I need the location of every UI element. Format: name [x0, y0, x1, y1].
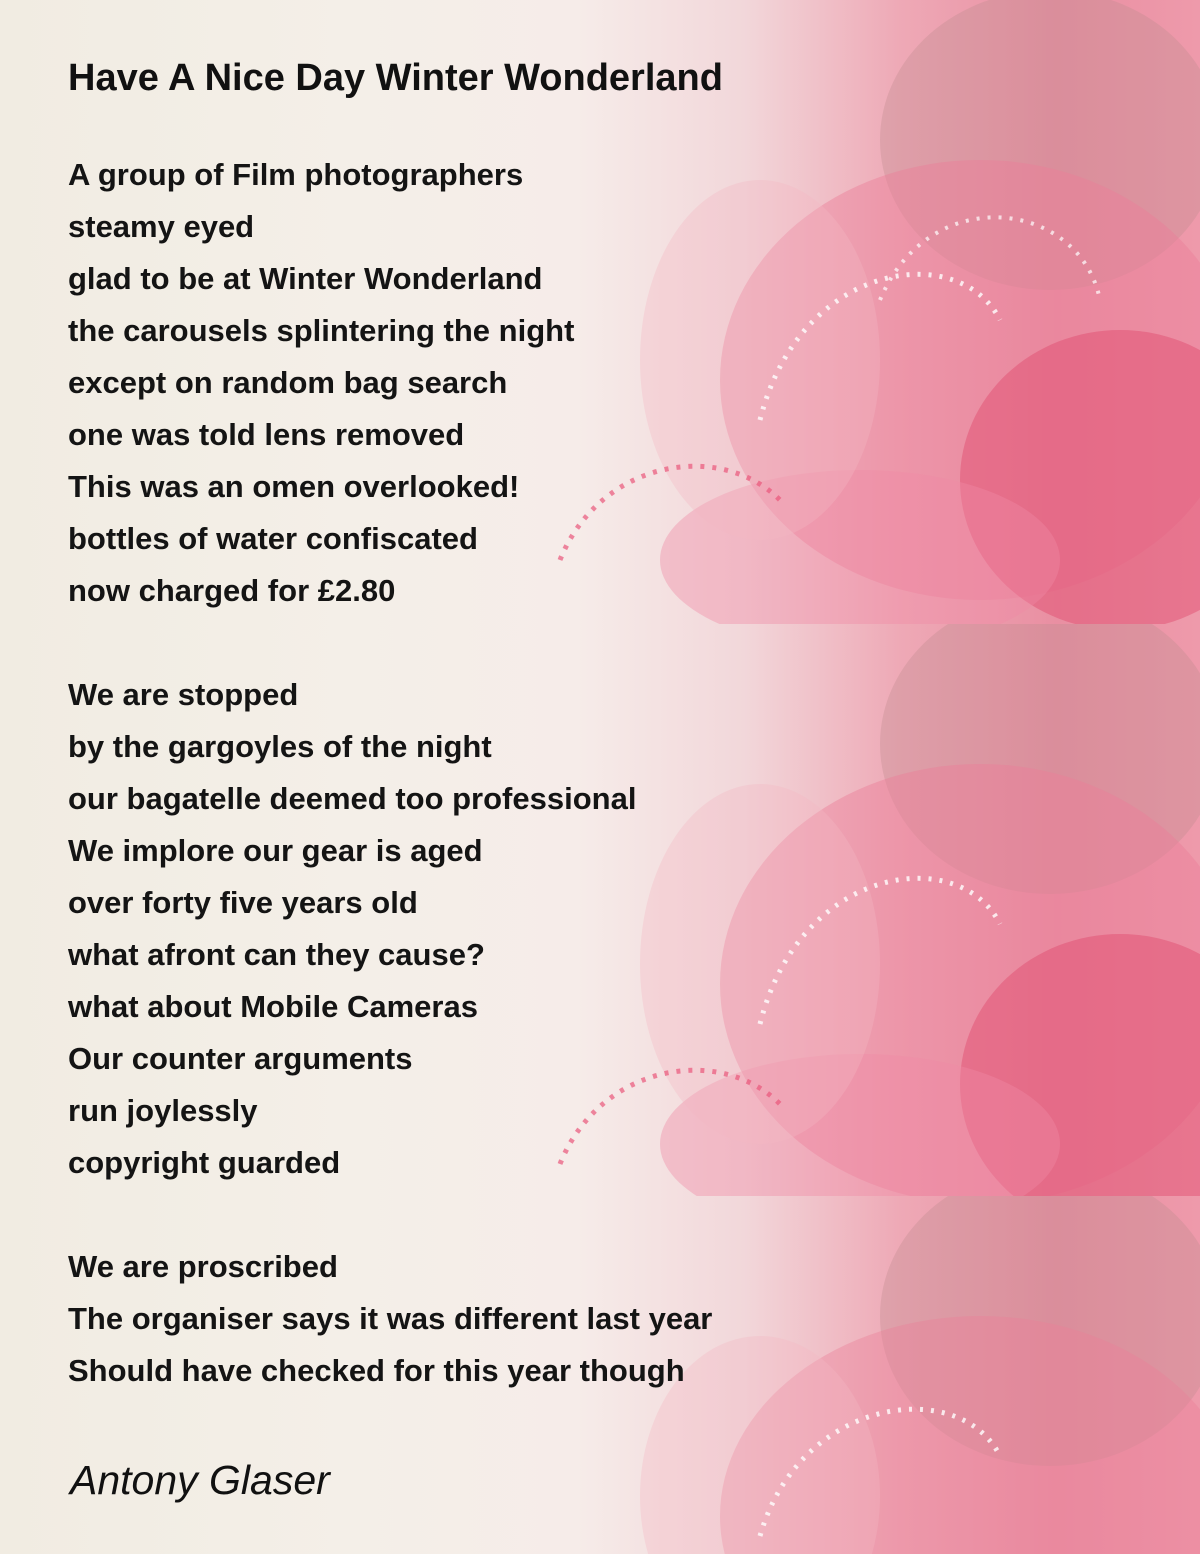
poem-line: The organiser says it was different last year — [68, 1301, 713, 1336]
poem-line: We are proscribed — [68, 1249, 338, 1284]
poem-line: bottles of water confiscated — [68, 521, 478, 556]
poem-title: Have A Nice Day Winter Wonderland — [68, 57, 723, 99]
poem-line: the carousels splintering the night — [68, 313, 575, 348]
poem-line: copyright guarded — [68, 1145, 341, 1180]
poem-line: run joylessly — [68, 1093, 258, 1128]
poem-line: We implore our gear is aged — [68, 833, 483, 868]
poem-line: steamy eyed — [68, 209, 255, 244]
poem-author: Antony Glaser — [70, 1457, 330, 1503]
poem-line: what afront can they cause? — [68, 937, 485, 972]
stanza-1 — [68, 155, 574, 623]
poem-line: Our counter arguments — [68, 1041, 413, 1076]
stanza-3 — [68, 1247, 712, 1403]
stanza-2 — [68, 675, 636, 1195]
poem-line: Should have checked for this year though — [68, 1353, 685, 1388]
poem-line: what about Mobile Cameras — [68, 989, 478, 1024]
poem-line: one was told lens removed — [68, 417, 465, 452]
poem-line: now charged for £2.80 — [68, 573, 396, 608]
poem-line: by the gargoyles of the night — [68, 729, 492, 764]
poem-line: glad to be at Winter Wonderland — [68, 261, 543, 296]
poem-line: over forty five years old — [68, 885, 418, 920]
poem-line: except on random bag search — [68, 365, 508, 400]
poem-line: A group of Film photographers — [68, 157, 524, 192]
poem-line: We are stopped — [68, 677, 299, 712]
poem-line: our bagatelle deemed too professional — [68, 781, 637, 816]
poem-line: This was an omen overlooked! — [68, 469, 520, 504]
